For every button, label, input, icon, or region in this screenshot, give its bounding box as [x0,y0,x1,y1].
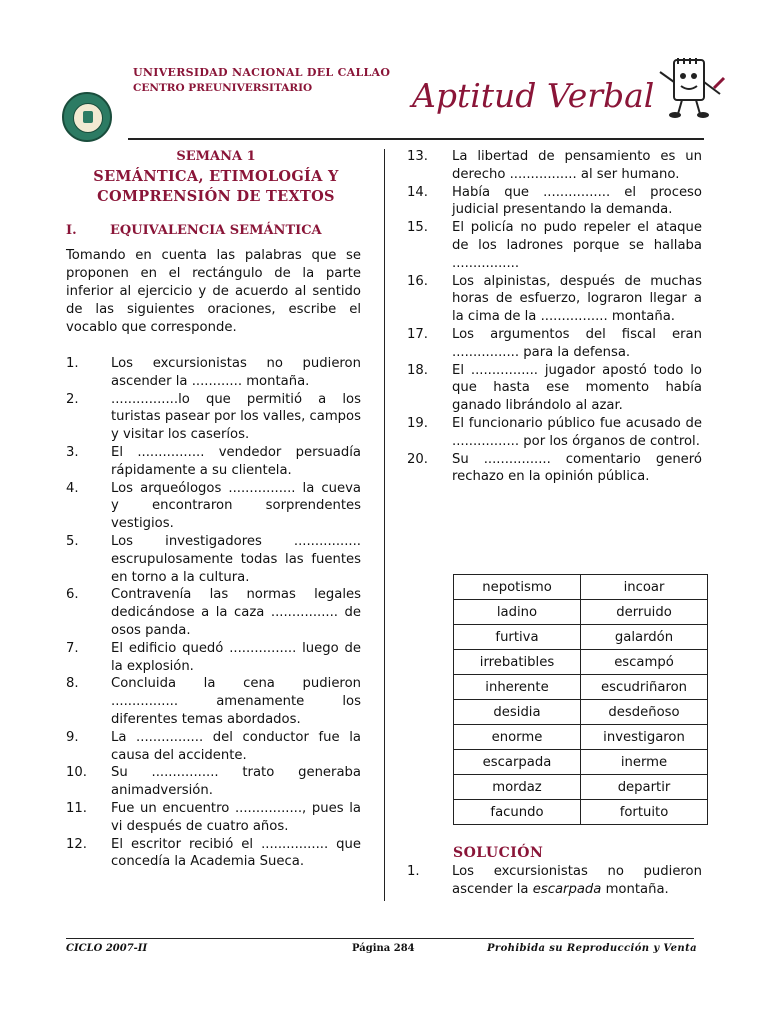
university-name: UNIVERSIDAD NACIONAL DEL CALLAO [133,66,391,79]
exercise-item: 1. Los excursionistas no pudieron ascender la ............ montaña. [66,356,361,389]
column-divider [384,149,385,901]
exercise-item: 19. El funcionario público fue acusado de ................ por los órganos de control. [407,415,702,449]
table-row [454,625,708,650]
exercise-list-right [407,148,702,486]
exercise-item: 6. Contravenía las normas legales dedicándose a la caza ................ de osos panda. [66,587,361,638]
notepad-mascot-icon [654,52,726,120]
footer-page-number: Página 284 [352,943,415,954]
word-cell: enorme [454,725,581,750]
exercise-item: 4. Los arqueólogos ................ la cueva y encontraron sorprendentes vestigios. [66,480,361,532]
table-row [454,700,708,725]
exercise-item: 14. Había que ................ el proceso judicial presentando la demanda. [407,184,702,218]
word-cell: escampó [581,650,708,675]
word-cell: desdeñoso [581,700,708,725]
exercise-item: 18. El ................ jugador apostó todo lo que hasta ese momento había ganado librándolo al azar. [407,362,702,414]
page-title-line1: SEMÁNTICA, ETIMOLOGÍA Y [93,168,339,185]
footer-notice: Prohibida su Reproducción y Venta [487,943,697,954]
instructions-paragraph: Tomando en cuenta las palabras que se proponen en el rectángulo de la parte inferior al ejercicio y de acuerdo al sentido de las siguientes oraciones, escribe el vocablo que corresponde. [66,248,361,335]
exercise-item: 2. ................lo que permitió a los turistas pasear por los valles, campos y visitar los caseríos. [66,391,361,443]
word-cell: escudriñaron [581,675,708,700]
exercise-item: 7. El edificio quedó ................ luego de la explosión. [66,640,361,674]
table-row [454,800,708,825]
word-cell: inerme [581,750,708,775]
week-label: SEMANA 1 [176,149,256,164]
table-row [454,600,708,625]
table-row [454,750,708,775]
word-cell: ladino [454,600,581,625]
exercise-item: 15. El policía no pudo repeler el ataque de los ladrones porque se hallaba ................ [407,220,702,271]
table-row [454,650,708,675]
exercise-item: 3. El ................ vendedor persuadía rápidamente a su clientela. [66,444,361,478]
word-cell: furtiva [454,625,581,650]
solution-heading: SOLUCIÓN [453,845,544,861]
footer-rule [66,938,694,939]
exercise-item: 17. Los argumentos del fiscal eran ................ para la defensa. [407,326,702,360]
table-row [454,675,708,700]
word-cell: investigaron [581,725,708,750]
word-cell: galardón [581,625,708,650]
exercise-list-left [66,355,361,871]
exercise-item: 10. Su ................ trato generaba animadversión. [66,765,361,799]
solution-item: 1. Los excursionistas no pudieron ascender la escarpada montaña. [407,864,702,897]
word-cell: nepotismo [454,575,581,600]
subject-title: Aptitud Verbal [412,76,655,115]
section-title: EQUIVALENCIA SEMÁNTICA [110,223,322,238]
word-cell: departir [581,775,708,800]
table-row [454,575,708,600]
section-number: I. [66,223,77,238]
university-seal-icon [62,92,112,142]
exercise-item: 8. Concluida la cena pudieron ................ amenamente los diferentes temas abordados. [66,676,361,727]
exercise-item: 11. Fue un encuentro ................, pues la vi después de cuatro años. [66,800,361,834]
word-cell: incoar [581,575,708,600]
word-bank-table [453,574,708,825]
word-cell: desidia [454,700,581,725]
word-cell: derruido [581,600,708,625]
word-cell: inherente [454,675,581,700]
word-cell: facundo [454,800,581,825]
exercise-item: 16. Los alpinistas, después de muchas horas de esfuerzo, lograron llegar a la cima de la ................ montaña. [407,273,702,325]
exercise-item: 20. Su ................ comentario generó rechazo en la opinión pública. [407,451,702,485]
word-cell: irrebatibles [454,650,581,675]
word-cell: fortuito [581,800,708,825]
page-title-line2: COMPRENSIÓN DE TEXTOS [97,188,335,205]
word-cell: escarpada [454,750,581,775]
header-rule [128,138,704,140]
word-cell: mordaz [454,775,581,800]
exercise-item: 5. Los investigadores ................ escrupulosamente todas las fuentes en torno a la cultura. [66,533,361,585]
center-name: CENTRO PREUNIVERSITARIO [133,82,313,94]
table-row [454,725,708,750]
exercise-item: 9. La ................ del conductor fue la causa del accidente. [66,729,361,763]
solution-word: escarpada [532,881,602,897]
footer-cycle: CICLO 2007-II [66,943,148,954]
section-heading [66,223,322,238]
exercise-item: 12. El escritor recibió el ................ que concedía la Academia Sueca. [66,836,361,870]
exercise-item: 13. La libertad de pensamiento es un derecho ................ al ser humano. [407,149,702,182]
table-row [454,775,708,800]
